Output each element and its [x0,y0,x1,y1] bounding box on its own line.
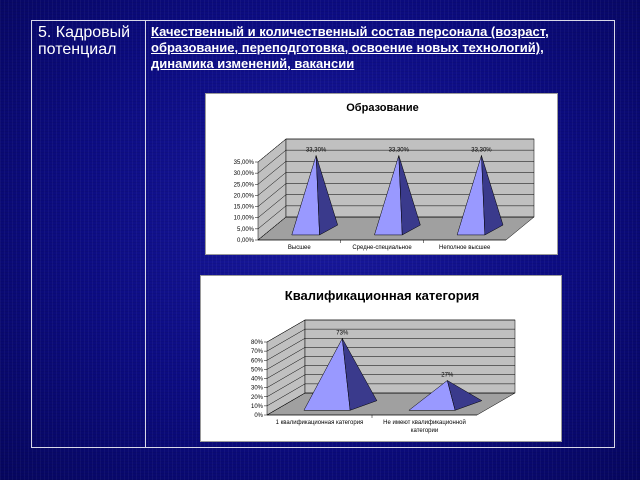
x-tick-label: 1 квалификационная категория [275,420,364,426]
y-tick-label: 70% [250,349,263,356]
qualification-chart [200,275,562,442]
y-tick-label: 40% [250,376,263,383]
education-chart [205,93,558,255]
qualification-chart-svg [201,276,563,443]
chart-floor [267,393,515,415]
y-tick-label: 60% [250,358,263,365]
y-tick-label: 50% [250,367,263,374]
chart-title: Образование [346,102,419,114]
y-tick-label: 25,00% [233,182,254,189]
y-tick-label: 5,00% [236,226,254,233]
data-label: 73% [336,330,349,337]
y-tick-label: 10,00% [233,215,254,222]
section-heading: Качественный и количественный состав персонала (возраст, образование, переподготовка, освоение новых технологий), динамика изменений, вакансии [151,24,549,71]
section-number-title: 5. Кадровый потенциал [38,24,131,58]
y-tick-label: 30% [250,385,263,392]
y-tick-label: 0,00% [236,238,254,244]
y-tick-label: 0% [254,413,263,419]
data-label: 33,30% [388,147,409,154]
y-tick-label: 15,00% [233,204,254,211]
table-column-divider [145,20,146,448]
education-chart-svg [206,94,559,256]
data-label: 27% [441,372,454,379]
y-tick-label: 30,00% [233,171,254,178]
x-tick-label: Неполное высшее [439,245,491,251]
x-tick-label: Не имеют квалификационной категории [383,420,466,434]
data-label: 33,30% [305,147,327,154]
x-tick-label: Средне-специальное [352,245,412,251]
y-tick-label: 10% [250,403,263,410]
data-label: 33,30% [471,147,492,154]
y-tick-label: 20,00% [233,193,254,200]
y-tick-label: 35,00% [233,160,254,166]
x-tick-label: Высшее [287,245,311,251]
chart-title: Квалификационная категория [284,288,480,303]
y-tick-label: 20% [250,394,263,401]
y-tick-label: 80% [250,340,263,346]
